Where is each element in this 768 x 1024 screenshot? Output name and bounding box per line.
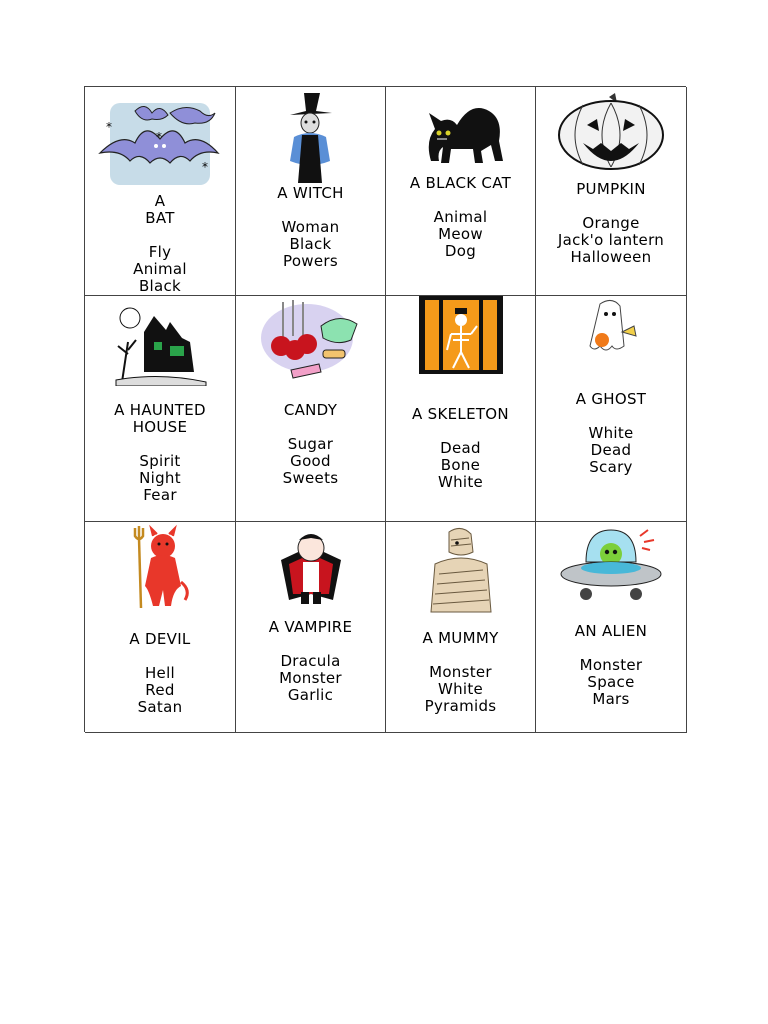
hint-word: Hell [144, 664, 176, 682]
card-title: A GHOST [575, 390, 647, 408]
hint-word: Woman [281, 218, 340, 236]
card-title: A VAMPIRE [268, 618, 353, 636]
card-ghost [536, 296, 687, 522]
candy-icon [236, 298, 385, 386]
hint-word: Dead [440, 439, 481, 457]
hint-word: Animal [133, 260, 187, 278]
hint-word: Monster [279, 669, 342, 687]
svg-text:*: * [202, 160, 208, 174]
devil-icon [85, 524, 235, 610]
hint-word: Bone [440, 456, 481, 474]
alien-icon [536, 522, 686, 608]
hint-word: Halloween [570, 248, 652, 266]
hint-word: Monster [579, 656, 643, 674]
hint-word: Black [138, 277, 182, 295]
black-cat-icon [386, 91, 535, 171]
hint-word: Good [290, 452, 331, 470]
hint-word: Dog [444, 242, 477, 260]
card-title: A MUMMY [422, 629, 499, 647]
hint-word: Jack'o lantern [557, 231, 665, 249]
hint-word: Scary [589, 458, 633, 476]
witch-icon [236, 89, 385, 185]
card-pumpkin [536, 87, 687, 296]
hint-word: White [437, 680, 484, 698]
hint-word: Space [587, 673, 635, 691]
hint-word: Sweets [282, 469, 339, 487]
card-mummy [386, 522, 536, 733]
card-title: A BLACK CAT [409, 174, 512, 192]
hint-word: Meow [438, 225, 483, 243]
hint-word: White [437, 473, 484, 491]
card-title: A WITCH [277, 184, 344, 202]
card-title: PUMPKIN [576, 180, 646, 198]
card-haunted-house [85, 296, 236, 522]
card-witch [236, 87, 386, 296]
card-title: CANDY [283, 401, 338, 419]
hint-word: Pyramids [424, 697, 497, 715]
hint-word: Orange [582, 214, 640, 232]
hint-word: Fear [143, 486, 177, 504]
card-title: A DEVIL [129, 630, 191, 648]
ghost-icon [536, 296, 686, 366]
hint-word: Spirit [139, 452, 181, 470]
card-bat [85, 87, 236, 296]
mummy-icon [386, 524, 535, 614]
hint-word: Black [289, 235, 332, 253]
card-skeleton [386, 296, 536, 522]
svg-text:*: * [106, 120, 112, 134]
hint-word: White [588, 424, 634, 442]
hint-word: Monster [429, 663, 492, 681]
skeleton-icon [386, 296, 535, 376]
hint-word: Garlic [287, 686, 334, 704]
svg-text:*: * [156, 130, 162, 144]
card-title: AN ALIEN [574, 622, 648, 640]
card-grid [84, 86, 686, 732]
hint-word: Sugar [287, 435, 334, 453]
haunted-house-icon [85, 302, 235, 386]
hint-word: Animal [433, 208, 488, 226]
card-vampire [236, 522, 386, 733]
card-alien [536, 522, 687, 733]
card-title: A SKELETON [412, 405, 509, 423]
hint-word: Powers [283, 252, 338, 270]
card-candy [236, 296, 386, 522]
hint-word: Red [145, 681, 175, 699]
card-devil [85, 522, 236, 733]
pumpkin-icon [536, 89, 686, 173]
vampire-icon [236, 524, 385, 606]
bat-icon [85, 91, 235, 191]
hint-word: Dead [590, 441, 632, 459]
hint-word: Mars [592, 690, 630, 708]
hint-word: Night [139, 469, 181, 487]
hint-word: Dracula [280, 652, 341, 670]
card-title: A HAUNTED HOUSE [114, 401, 206, 436]
card-black-cat [386, 87, 536, 296]
hint-word: Fly [148, 243, 172, 261]
card-title: A BAT [145, 192, 175, 227]
hint-word: Satan [137, 698, 183, 716]
